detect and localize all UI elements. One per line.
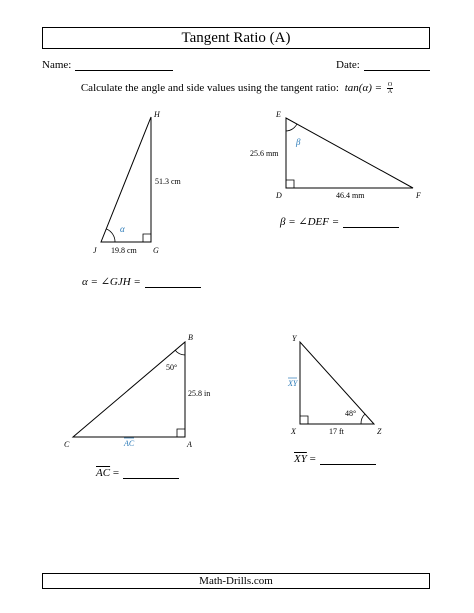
angle-arc-4 — [361, 414, 365, 424]
vertex-z: Z — [377, 427, 382, 436]
vertex-c: C — [64, 440, 70, 449]
unknown-angle-alpha: α — [120, 224, 125, 234]
triangle-4-shape — [300, 342, 374, 424]
vertex-j: J — [93, 246, 97, 255]
answer-line-2 — [280, 215, 399, 228]
vertex-a: A — [187, 440, 192, 449]
unknown-side-ac: AC — [124, 439, 135, 448]
vertex-x: X — [291, 427, 296, 436]
answer-side-ac: $\overline{AC}$ — [96, 467, 111, 479]
answer-expr-3: = — [112, 467, 120, 479]
name-label: Name: — [42, 59, 72, 71]
answer-side-xy: $\overline{XY}$ — [294, 453, 307, 465]
answer-expr-2: β = ∠DEF = — [280, 216, 340, 228]
footer-text: Math-Drills.com — [199, 575, 273, 587]
unknown-side-xy: XY — [288, 379, 298, 388]
side-horizontal-4: 17 ft — [329, 427, 344, 436]
answer-blank-1[interactable] — [145, 277, 201, 288]
vertex-g: G — [153, 246, 159, 255]
answer-line-3 — [96, 467, 179, 479]
answer-blank-4[interactable] — [320, 454, 376, 465]
right-angle-mark-4 — [300, 416, 308, 424]
vertex-b: B — [188, 333, 193, 342]
triangle-3-shape — [73, 342, 185, 437]
instructions-text: Calculate the angle and side values using the tangent ratio: — [80, 82, 339, 95]
answer-line-4 — [294, 453, 376, 465]
answer-expr-4: = — [309, 453, 316, 465]
answer-blank-3[interactable] — [123, 468, 179, 479]
answer-expr-1: α = ∠GJH = — [82, 276, 141, 288]
right-angle-mark-3 — [177, 429, 185, 437]
side-vertical-3: 25.8 in — [188, 389, 211, 398]
vertex-d: D — [276, 191, 282, 200]
footer — [42, 573, 430, 589]
vertex-y: Y — [292, 334, 297, 343]
date-label: Date: — [336, 59, 360, 71]
right-angle-mark-2 — [286, 180, 294, 188]
unknown-angle-beta: β — [296, 137, 301, 147]
angle-arc-3 — [175, 350, 185, 355]
tangent-formula: tan(α) = — [344, 82, 383, 95]
angle-arc-2 — [286, 124, 297, 131]
side-vertical-2: 25.6 mm — [250, 149, 279, 158]
vertex-e: E — [276, 110, 281, 119]
angle-arc-1 — [107, 229, 116, 242]
vertex-h: H — [154, 110, 160, 119]
side-horizontal-2: 46.4 mm — [336, 191, 365, 200]
vertex-f: F — [416, 191, 421, 200]
fraction-denominator: A — [387, 89, 393, 95]
side-opposite-1: 51.3 cm — [155, 177, 181, 186]
triangle-1 — [93, 110, 182, 255]
triangle-2-shape — [286, 118, 413, 188]
title-text: Tangent Ratio (A) — [181, 29, 291, 46]
triangle-3 — [64, 333, 210, 449]
right-angle-mark-1 — [143, 234, 151, 242]
answer-blank-2[interactable] — [343, 217, 399, 228]
given-angle-3: 50° — [166, 363, 178, 372]
triangle-1-shape — [101, 117, 151, 242]
given-angle-4: 48° — [345, 409, 357, 418]
side-adjacent-1: 19.8 cm — [111, 246, 137, 255]
triangle-4 — [287, 334, 382, 436]
fraction-numerator: O — [387, 82, 393, 88]
answer-line-1 — [82, 275, 201, 288]
triangle-2 — [250, 110, 421, 200]
